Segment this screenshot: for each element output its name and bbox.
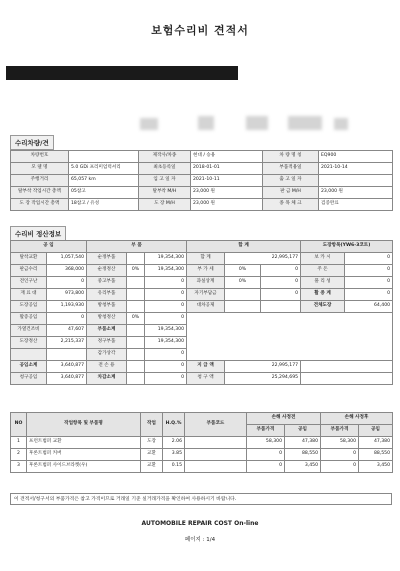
table-row xyxy=(11,289,393,301)
cell-label: 도장공임 xyxy=(11,301,47,313)
labor-after: 88,550 xyxy=(359,449,393,461)
vehicle-value: 23,000 원 xyxy=(319,187,393,199)
vehicle-label: 제작사/차종 xyxy=(139,151,191,163)
vehicle-section-label: 수리차량/견 xyxy=(10,135,54,150)
vehicle-label: 부품적용일 xyxy=(263,163,319,175)
cell-value xyxy=(127,361,145,373)
cell-value: 0 xyxy=(345,253,393,265)
cell-value: 19,354,300 xyxy=(145,253,187,265)
cell-label: 합 계 xyxy=(187,253,225,265)
vehicle-label: 모 델 명 xyxy=(11,163,69,175)
column-header: 공임 xyxy=(359,425,393,437)
cell-value: 0% xyxy=(225,277,261,289)
vehicle-value: 23,000 원 xyxy=(191,199,263,211)
cell-value: 0 xyxy=(261,265,301,277)
column-header: 부품가격 xyxy=(247,425,285,437)
price-before: 0 xyxy=(247,449,285,461)
empty-area xyxy=(187,313,393,361)
cell-value: 19,354,300 xyxy=(145,325,187,337)
cell-label: 과실상계 xyxy=(187,277,225,289)
column-header: 합 계 xyxy=(187,241,301,253)
cell-value: 0 xyxy=(145,373,187,385)
cell-value xyxy=(47,349,87,361)
cell-label: 견인구난 xyxy=(11,277,47,289)
price-before: 58,300 xyxy=(247,437,285,449)
cell-value: 0 xyxy=(47,277,87,289)
cell-label xyxy=(11,349,47,361)
vehicle-label: 도 장 작업시간 총액 xyxy=(11,199,69,211)
table-row xyxy=(11,449,393,461)
cell-value: 3,640,877 xyxy=(47,373,87,385)
vehicle-label: 도 장 M/H xyxy=(139,199,191,211)
parts-table xyxy=(10,412,393,473)
vehicle-value: 2021-10-14 xyxy=(319,163,393,175)
cell-value xyxy=(127,301,145,313)
vehicle-value xyxy=(69,151,139,163)
cell-value: 3,640,877 xyxy=(47,361,87,373)
redacted-blur xyxy=(198,116,214,130)
cell-label: 순정정산 xyxy=(87,265,127,277)
redacted-bar xyxy=(6,66,238,80)
empty-cell xyxy=(301,361,393,373)
table-row xyxy=(11,437,393,449)
cell-label: 풀 리 성 xyxy=(301,277,345,289)
row-number: 1 xyxy=(11,437,27,449)
column-header: 부 품 xyxy=(87,241,187,253)
footer-title: AUTOMOBILE REPAIR COST On-line xyxy=(141,520,259,527)
cell-value: 0 xyxy=(261,277,301,289)
table-row xyxy=(11,277,393,289)
cell-value: 0 xyxy=(145,361,187,373)
redacted-blur xyxy=(288,116,322,130)
price-before: 0 xyxy=(247,461,285,473)
vehicle-value: 23,000 원 xyxy=(191,187,263,199)
vehicle-label: 탈부착 작업시간 총액 xyxy=(11,187,69,199)
work-type: 도장 xyxy=(141,437,163,449)
vehicle-label: 주행거리 xyxy=(11,175,69,187)
cell-value xyxy=(127,349,145,361)
cell-value: 0 xyxy=(345,289,393,301)
table-row xyxy=(11,151,393,163)
parts-header-row xyxy=(11,413,393,425)
vehicle-label: 최초등록일 xyxy=(139,163,191,175)
cell-value: 0% xyxy=(127,313,145,325)
cell-value: 0 xyxy=(47,313,87,325)
cell-value xyxy=(127,337,145,349)
redacted-blur xyxy=(334,118,348,130)
vehicle-label: 차량번호 xyxy=(11,151,69,163)
cell-value: 1,057,540 xyxy=(47,253,87,265)
vehicle-value: 2018-01-01 xyxy=(191,163,263,175)
column-header: 손해 사정후 xyxy=(321,413,393,425)
cell-label: 공임소계 xyxy=(11,361,47,373)
hq-value: 2.06 xyxy=(163,437,185,449)
cell-label: 부품소계 xyxy=(87,325,127,337)
document-title: 보험수리비 견적서 xyxy=(151,24,249,37)
hq-value: 3.85 xyxy=(163,449,185,461)
column-header: 손해 사정전 xyxy=(247,413,321,425)
part-code xyxy=(185,449,247,461)
empty-cell xyxy=(301,373,393,385)
cell-value: 0 xyxy=(145,313,187,325)
vehicle-label: 탈부착 M/H xyxy=(139,187,191,199)
vehicle-value: 65,057 km xyxy=(69,175,139,187)
column-header: H.Q.% xyxy=(163,413,185,437)
cell-value xyxy=(127,277,145,289)
vehicle-value: 2021-10-11 xyxy=(191,175,263,187)
cell-value: 22,995,177 xyxy=(225,361,301,373)
cell-value xyxy=(225,289,261,301)
part-name: 프런트범퍼 교환 xyxy=(27,437,141,449)
labor-before: 3,450 xyxy=(285,461,321,473)
vehicle-value xyxy=(319,175,393,187)
column-header: 공 임 xyxy=(11,241,87,253)
cell-label: 견체도장 xyxy=(301,301,345,313)
vehicle-label: 종 목 체 크 xyxy=(263,199,319,211)
redacted-blur xyxy=(246,116,268,130)
cell-label: 청 구 액 xyxy=(187,373,225,385)
vehicle-value: 18참고 / 유성 xyxy=(69,199,139,211)
table-row xyxy=(11,175,393,187)
cell-label: 유리부품 xyxy=(87,289,127,301)
cell-label: 활증공임 xyxy=(11,313,47,325)
settlement-table xyxy=(10,240,393,385)
vehicle-value: 5.0 GDi 프리미엄럭셔리 xyxy=(69,163,139,175)
cell-value: 0 xyxy=(261,289,301,301)
table-row xyxy=(11,361,393,373)
cell-label: 재 료 대 xyxy=(11,289,47,301)
cell-value: 0 xyxy=(345,277,393,289)
cell-value: 0% xyxy=(127,265,145,277)
cell-label: 감가상각 xyxy=(87,349,127,361)
part-name: 후론트범퍼 사이드브라켓(우) xyxy=(27,461,141,473)
settlement-header-row xyxy=(11,241,393,253)
cell-label: 자기부담금 xyxy=(187,289,225,301)
cell-value xyxy=(127,253,145,265)
cell-label: 가열건조비 xyxy=(11,325,47,337)
cell-label: 판금수리 xyxy=(11,265,47,277)
cell-value xyxy=(127,289,145,301)
cell-value xyxy=(127,325,145,337)
part-code xyxy=(185,437,247,449)
work-type: 교환 xyxy=(141,449,163,461)
cell-label: 도장정산 xyxy=(11,337,47,349)
cell-value: 0 xyxy=(145,349,187,361)
table-row xyxy=(11,253,393,265)
work-type: 교환 xyxy=(141,461,163,473)
vehicle-label: 판 금 M/H xyxy=(263,187,319,199)
price-after: 0 xyxy=(321,461,359,473)
cell-label: 부 가 세 xyxy=(187,265,225,277)
cell-label: 방청부품 xyxy=(87,301,127,313)
cell-value: 0 xyxy=(145,277,187,289)
cell-value: 19,354,300 xyxy=(145,265,187,277)
cell-label: 전 손 용 xyxy=(87,361,127,373)
settlement-section-label: 수리비 정산정보 xyxy=(10,226,66,241)
table-row xyxy=(11,373,393,385)
vehicle-label: 출 고 일 자 xyxy=(263,175,319,187)
table-row xyxy=(11,163,393,175)
labor-before: 88,550 xyxy=(285,449,321,461)
table-row xyxy=(11,199,393,211)
part-name: 후론트범퍼 커버 xyxy=(27,449,141,461)
cell-value xyxy=(225,301,261,313)
column-header: 공임 xyxy=(285,425,321,437)
table-row xyxy=(11,313,393,325)
table-row xyxy=(11,265,393,277)
column-header: 작업항목 및 부품명 xyxy=(27,413,141,437)
redacted-blur xyxy=(140,118,158,130)
column-header: 도장항목(YW6-3코트) xyxy=(301,241,393,253)
cell-value: 19,354,300 xyxy=(145,337,187,349)
cell-value: 1,193,930 xyxy=(47,301,87,313)
labor-after: 3,450 xyxy=(359,461,393,473)
price-after: 58,300 xyxy=(321,437,359,449)
cell-label: 탈착교환 xyxy=(11,253,47,265)
vehicle-label: 입 고 일 자 xyxy=(139,175,191,187)
cell-label: 순정부품 xyxy=(87,253,127,265)
cell-value: 25,294,695 xyxy=(225,373,301,385)
cell-label: 대차공제 xyxy=(187,301,225,313)
cell-value: 47,607 xyxy=(47,325,87,337)
cell-value: 973,800 xyxy=(47,289,87,301)
cell-label: 차감소계 xyxy=(87,373,127,385)
vehicle-value: 현대 / 승용 xyxy=(191,151,263,163)
column-header: NO xyxy=(11,413,27,437)
row-number: 2 xyxy=(11,449,27,461)
cell-value xyxy=(261,301,301,313)
part-code xyxy=(185,461,247,473)
cell-value: 0 xyxy=(145,301,187,313)
labor-before: 47,380 xyxy=(285,437,321,449)
cell-value: 22,995,177 xyxy=(225,253,301,265)
vehicle-label: 차 량 명 칭 xyxy=(263,151,319,163)
hq-value: 0.15 xyxy=(163,461,185,473)
cell-value: 0 xyxy=(145,289,187,301)
cell-label: 주 돈 xyxy=(301,265,345,277)
column-header: 작업 xyxy=(141,413,163,437)
vehicle-table xyxy=(10,150,393,211)
column-header: 부품코드 xyxy=(185,413,247,437)
cell-label: 중고부품 xyxy=(87,277,127,289)
cell-label: 방청정산 xyxy=(87,313,127,325)
cell-label: 지 급 액 xyxy=(187,361,225,373)
cell-label: 청구공임 xyxy=(11,373,47,385)
row-number: 3 xyxy=(11,461,27,473)
vehicle-value: EQ900 xyxy=(319,151,393,163)
cell-value: 2,215,337 xyxy=(47,337,87,349)
table-row xyxy=(11,461,393,473)
cell-label: 활 중 계 xyxy=(301,289,345,301)
vehicle-value: 검증완료 xyxy=(319,199,393,211)
price-notice: 이 견적서/청구서의 부품가격은 참고 가격이므로 거래일 기준 실거래가격을 확인하여 사용하시기 바랍니다. xyxy=(10,493,392,505)
cell-value xyxy=(127,373,145,385)
cell-label: 보 카 시 xyxy=(301,253,345,265)
cell-value: 368,000 xyxy=(47,265,87,277)
cell-value: 64,400 xyxy=(345,301,393,313)
page-number: 페이지 : 1/4 xyxy=(184,537,216,543)
cell-value: 0% xyxy=(225,265,261,277)
column-header: 부품가격 xyxy=(321,425,359,437)
table-row xyxy=(11,187,393,199)
vehicle-value: 05참고 xyxy=(69,187,139,199)
table-row xyxy=(11,301,393,313)
labor-after: 47,380 xyxy=(359,437,393,449)
cell-label: 정구부품 xyxy=(87,337,127,349)
price-after: 0 xyxy=(321,449,359,461)
cell-value: 0 xyxy=(345,265,393,277)
